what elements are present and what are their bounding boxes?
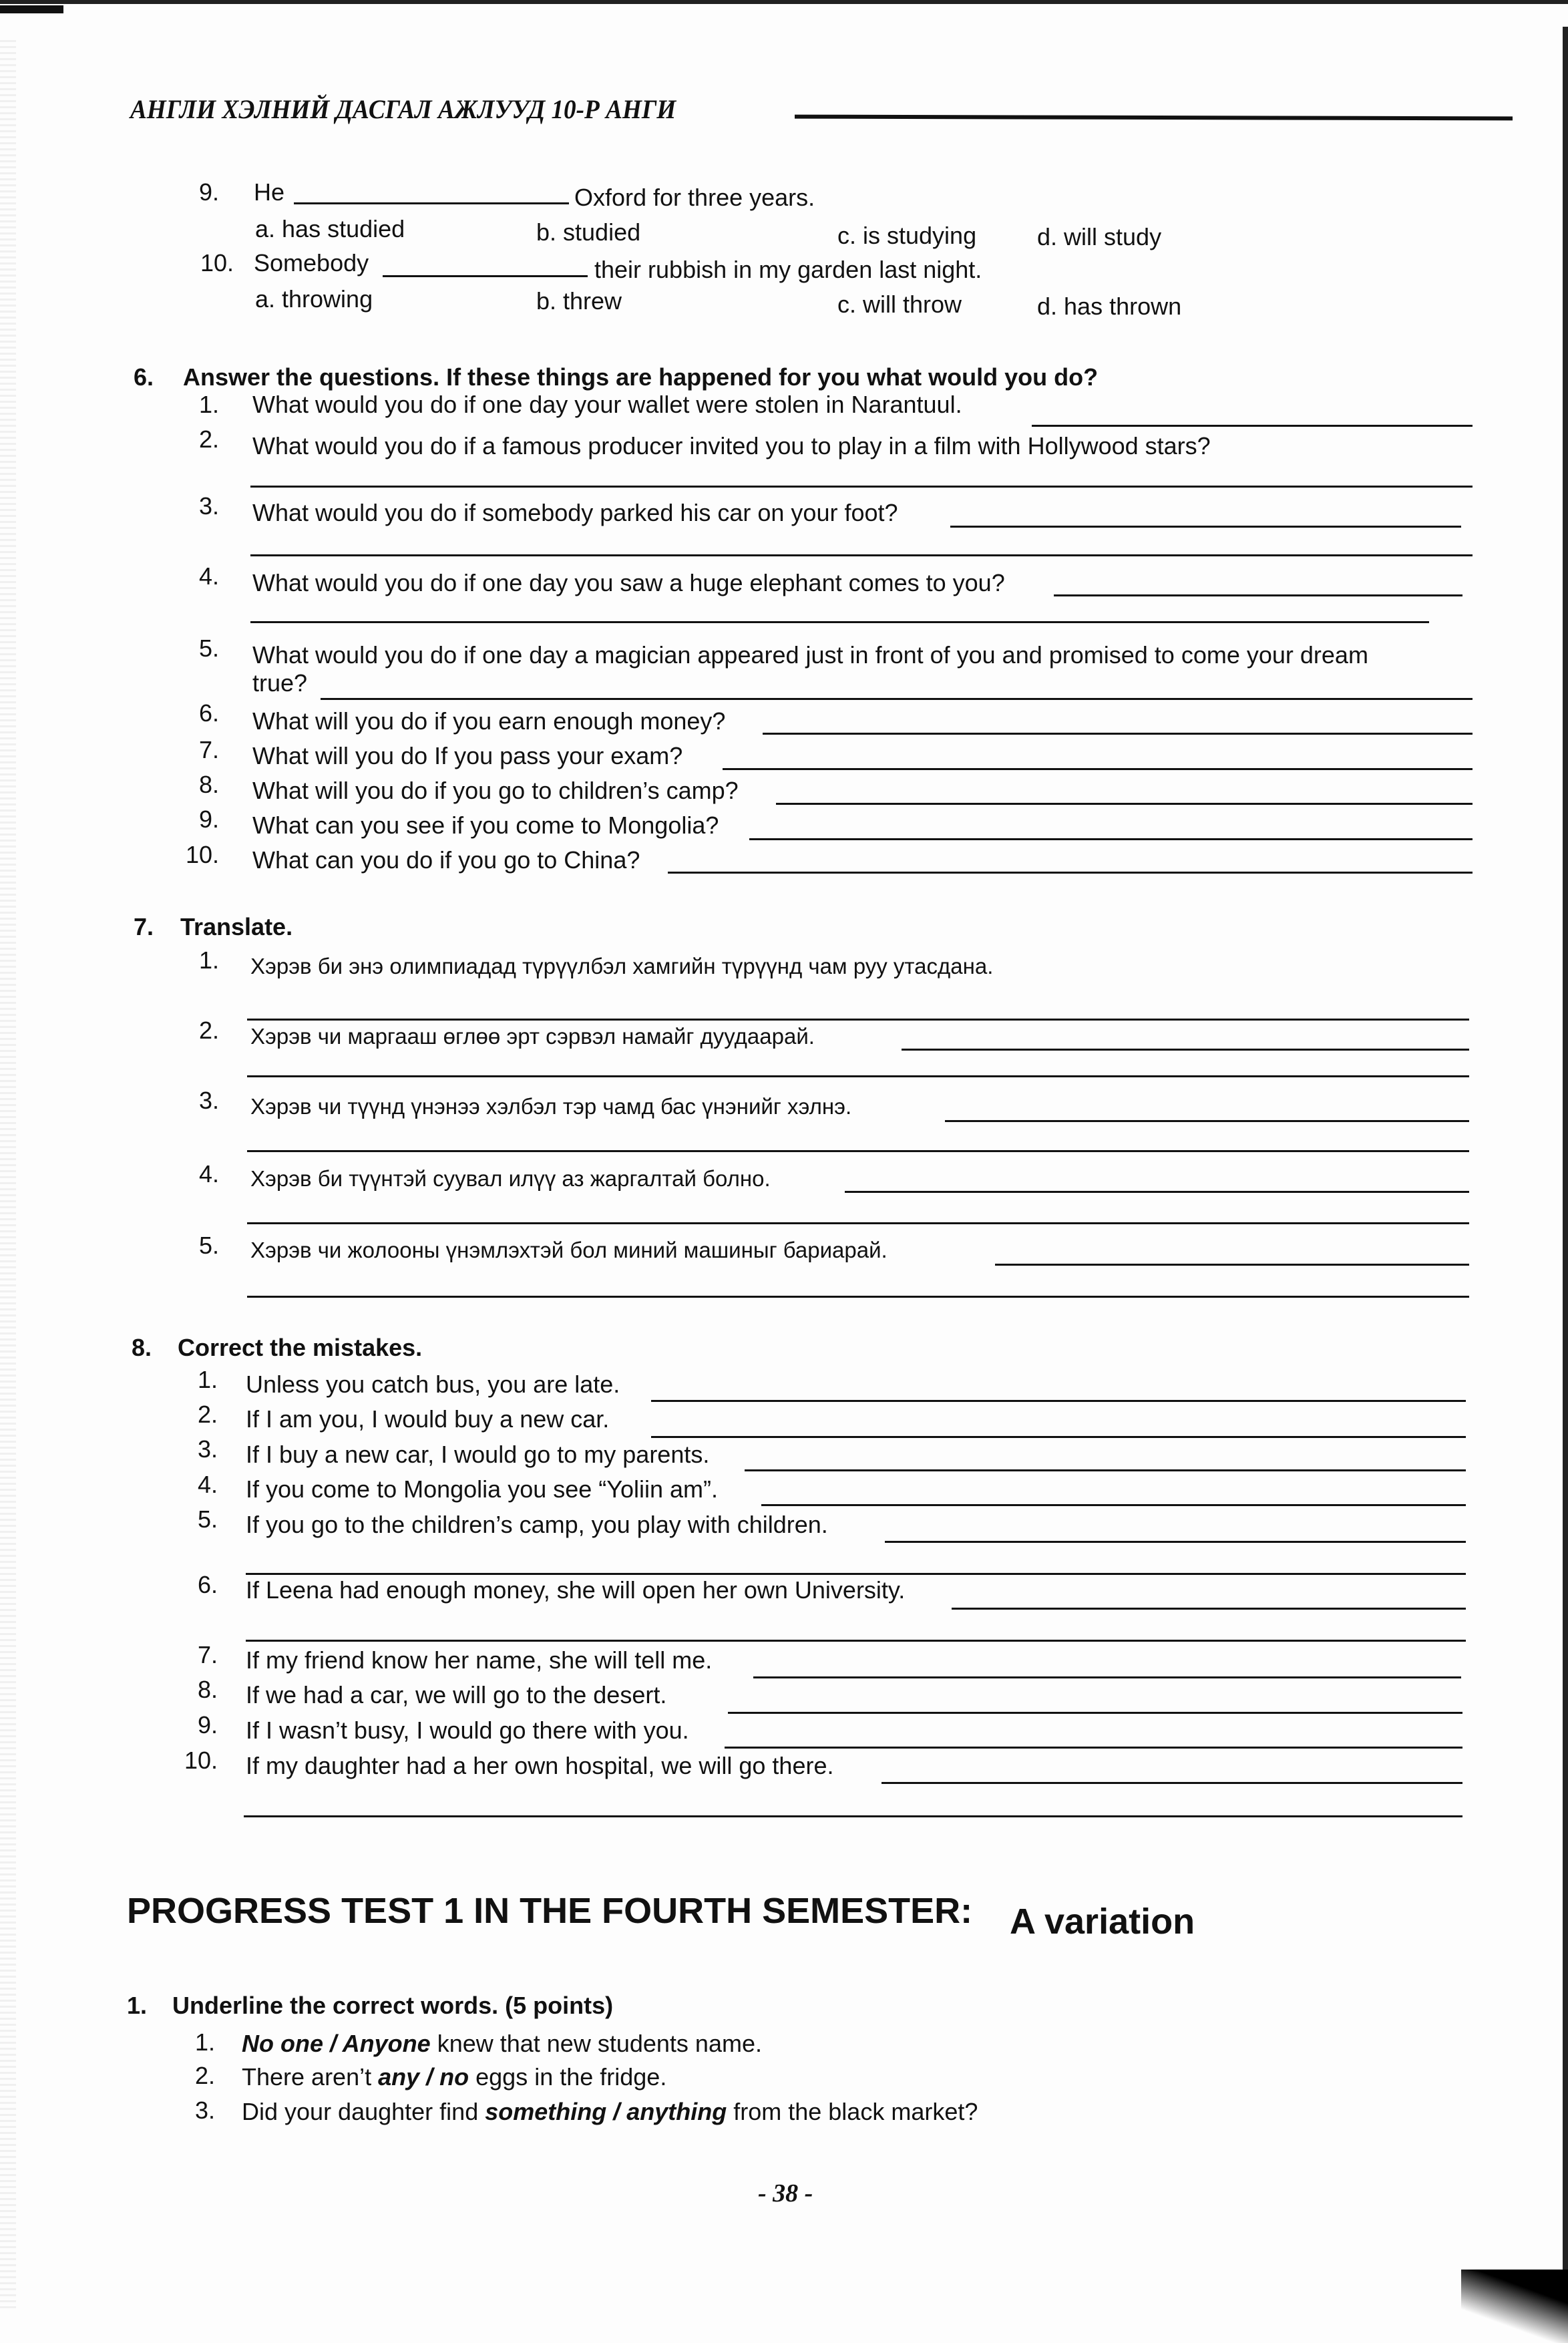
scan-edge-mark: [0, 5, 63, 13]
question-text: What will you do If you pass your exam?: [252, 742, 683, 769]
sentence-with-mistake: If we had a car, we will go to the desert.: [246, 1681, 667, 1708]
answer-line[interactable]: [749, 838, 1473, 840]
answer-line[interactable]: [247, 1222, 1469, 1224]
sentence-with-mistake: If you go to the children’s camp, you play with children.: [246, 1511, 828, 1538]
sentence-start: There aren’t: [242, 2063, 379, 2091]
sentence-with-mistake: If Leena had enough money, she will open her own University.: [246, 1576, 906, 1604]
answer-line[interactable]: [776, 803, 1473, 805]
choice-sentence: [242, 2100, 978, 2124]
sentence-with-mistake: If my daughter had a her own hospital, we will go there.: [246, 1752, 834, 1779]
sentence-with-mistake: If I wasn’t busy, I would go there with you.: [246, 1717, 689, 1744]
word-choice[interactable]: something / anything: [485, 2098, 727, 2125]
sentence-start: Did your daughter find: [242, 2098, 485, 2125]
sentence-with-mistake: If my friend know her name, she will tell me.: [246, 1646, 713, 1674]
item-number: 6.: [198, 699, 219, 727]
option-b[interactable]: b. threw: [536, 287, 622, 315]
answer-line[interactable]: [1054, 594, 1462, 596]
item-number: 2.: [198, 425, 219, 453]
answer-line[interactable]: [753, 1676, 1461, 1678]
item-number: 7.: [198, 736, 219, 763]
sentence-rest: from the black market?: [727, 2098, 978, 2125]
item-number: 5.: [198, 635, 219, 662]
sentence-with-mistake: If you come to Mongolia you see “Yoliin am”.: [246, 1475, 719, 1503]
question-text: What would you do if one day your wallet were stolen in Narantuul.: [252, 391, 962, 418]
answer-line[interactable]: [745, 1469, 1466, 1471]
answer-line[interactable]: [250, 486, 1473, 488]
question-text: What would you do if a famous producer invited you to play in a film with Hollywood stars?: [252, 432, 1211, 460]
sentence-rest: eggs in the fridge.: [469, 2063, 667, 2091]
question-text: What can you do if you go to China?: [252, 846, 640, 874]
sentence-with-mistake: Unless you catch bus, you are late.: [246, 1371, 620, 1398]
answer-line[interactable]: [321, 698, 1473, 700]
word-choice[interactable]: any / no: [378, 2063, 469, 2091]
question-text: What will you do if you earn enough money?: [252, 707, 726, 735]
item-text-before: Somebody: [254, 249, 369, 277]
answer-line[interactable]: [247, 1296, 1469, 1298]
progress-test-title: PROGRESS TEST 1 IN THE FOURTH SEMESTER:: [127, 1891, 973, 1931]
section-title: Underline the correct words. (5 points): [172, 1992, 614, 2019]
answer-line[interactable]: [728, 1712, 1462, 1714]
item-number: 1.: [198, 946, 219, 974]
scan-edge-top: [0, 0, 1568, 4]
section-title: Translate.: [180, 913, 293, 940]
item-number: 6.: [197, 1571, 218, 1598]
item-number: 9.: [197, 1711, 218, 1739]
answer-line[interactable]: [902, 1049, 1469, 1051]
item-number: 10.: [200, 249, 234, 277]
question-text: What would you do if one day a magician appeared just in front of you and promised to come your dream: [252, 641, 1368, 669]
question-text: What can you see if you come to Mongolia?: [252, 812, 719, 839]
answer-line[interactable]: [885, 1541, 1466, 1543]
answer-line[interactable]: [723, 768, 1473, 770]
answer-line[interactable]: [247, 1019, 1469, 1021]
answer-line[interactable]: [250, 554, 1473, 556]
item-number: 2.: [197, 1401, 218, 1428]
option-a[interactable]: a. has studied: [255, 215, 405, 242]
answer-line[interactable]: [244, 1815, 1462, 1817]
variation-label: A variation: [1010, 1902, 1195, 1942]
item-number: 2.: [194, 2062, 215, 2089]
item-number: 1.: [194, 2028, 215, 2056]
item-text-before: He: [254, 178, 285, 206]
sentence-with-mistake: If I am you, I would buy a new car.: [246, 1405, 610, 1433]
option-d[interactable]: d. has thrown: [1037, 293, 1182, 320]
answer-line[interactable]: [247, 1075, 1469, 1077]
scan-corner-shadow: [1461, 2270, 1568, 2343]
section-title: Correct the mistakes.: [178, 1334, 423, 1361]
item-number: 4.: [198, 562, 219, 590]
option-c[interactable]: c. is studying: [837, 222, 977, 249]
question-text-continued: true?: [252, 669, 308, 697]
sentence-to-translate: Хэрэв чи жолооны үнэмлэхтэй бол миний машиныг бариарай.: [250, 1238, 888, 1262]
item-number: 1.: [197, 1366, 218, 1393]
answer-line[interactable]: [651, 1400, 1466, 1402]
option-d[interactable]: d. will study: [1037, 223, 1162, 250]
scan-edge-left: [0, 40, 16, 2311]
choice-sentence: [242, 2065, 666, 2089]
item-number: 2.: [198, 1017, 219, 1044]
scan-edge-right: [1563, 27, 1568, 2298]
item-number: 3.: [198, 1087, 219, 1114]
section-title: Answer the questions. If these things are happened for you what would you do?: [183, 363, 1099, 391]
section-number: 7.: [134, 913, 154, 940]
sentence-with-mistake: If I buy a new car, I would go to my parents.: [246, 1441, 710, 1468]
answer-line[interactable]: [952, 1608, 1466, 1610]
item-number: 10.: [184, 1747, 218, 1774]
answer-line[interactable]: [668, 872, 1473, 874]
answer-line[interactable]: [845, 1191, 1469, 1193]
item-number: 5.: [198, 1232, 219, 1259]
item-text-after: Oxford for three years.: [574, 184, 815, 211]
option-a[interactable]: a. throwing: [255, 285, 373, 313]
item-number: 9.: [198, 178, 219, 206]
sentence-to-translate: Хэрэв би түүнтэй суувал илүү аз жаргалтай болно.: [250, 1166, 771, 1191]
answer-line[interactable]: [995, 1264, 1469, 1266]
item-number: 4.: [197, 1471, 218, 1498]
answer-line[interactable]: [725, 1747, 1462, 1749]
answer-line[interactable]: [651, 1436, 1466, 1438]
sentence-to-translate: Хэрэв чи маргааш өглөө эрт сэрвэл намайг дуудаарай.: [250, 1024, 815, 1049]
header-rule: [795, 115, 1513, 121]
item-number: 3.: [194, 2097, 215, 2124]
section-number: 6.: [134, 363, 154, 391]
item-number: 1.: [198, 391, 219, 418]
item-number: 7.: [197, 1641, 218, 1668]
item-number: 4.: [198, 1160, 219, 1188]
answer-line[interactable]: [1032, 425, 1473, 427]
item-text-after: their rubbish in my garden last night.: [594, 256, 982, 283]
answer-line[interactable]: [246, 1640, 1466, 1642]
answer-line[interactable]: [246, 1573, 1466, 1575]
answer-blank[interactable]: [294, 202, 569, 204]
item-number: 8.: [198, 771, 219, 798]
answer-line[interactable]: [247, 1150, 1469, 1152]
sentence-rest: knew that new students name.: [430, 2030, 762, 2057]
item-number: 5.: [197, 1505, 218, 1533]
answer-line[interactable]: [881, 1782, 1462, 1784]
item-number: 9.: [198, 805, 219, 833]
question-text: What would you do if one day you saw a huge elephant comes to you?: [252, 569, 1005, 596]
page-number: - 38 -: [758, 2179, 813, 2207]
section-number: 1.: [127, 1992, 148, 2019]
item-number: 8.: [197, 1676, 218, 1703]
question-text: What will you do if you go to children’s camp?: [252, 777, 739, 804]
sentence-to-translate: Хэрэв би энэ олимпиадад түрүүлбэл хамгийн түрүүнд чам руу утасдана.: [250, 954, 994, 978]
answer-line[interactable]: [761, 1504, 1466, 1506]
sentence-to-translate: Хэрэв чи түүнд үнэнээ хэлбэл тэр чамд бас үнэнийг хэлнэ.: [250, 1094, 852, 1119]
option-b[interactable]: b. studied: [536, 218, 641, 246]
running-header: АНГЛИ ХЭЛНИЙ ДАСГАЛ АЖЛУУД 10-Р АНГИ: [130, 94, 676, 124]
item-number: 10.: [185, 841, 219, 868]
answer-blank[interactable]: [383, 275, 588, 277]
item-number: 3.: [198, 492, 219, 520]
answer-line[interactable]: [763, 733, 1473, 735]
choice-sentence: [242, 2032, 762, 2056]
answer-line[interactable]: [945, 1120, 1469, 1122]
word-choice[interactable]: No one / Anyone: [242, 2030, 431, 2057]
question-text: What would you do if somebody parked his car on your foot?: [252, 499, 898, 526]
option-c[interactable]: c. will throw: [837, 291, 962, 318]
answer-line[interactable]: [950, 526, 1461, 528]
item-number: 3.: [197, 1435, 218, 1463]
answer-line[interactable]: [250, 621, 1429, 623]
section-number: 8.: [132, 1334, 152, 1361]
